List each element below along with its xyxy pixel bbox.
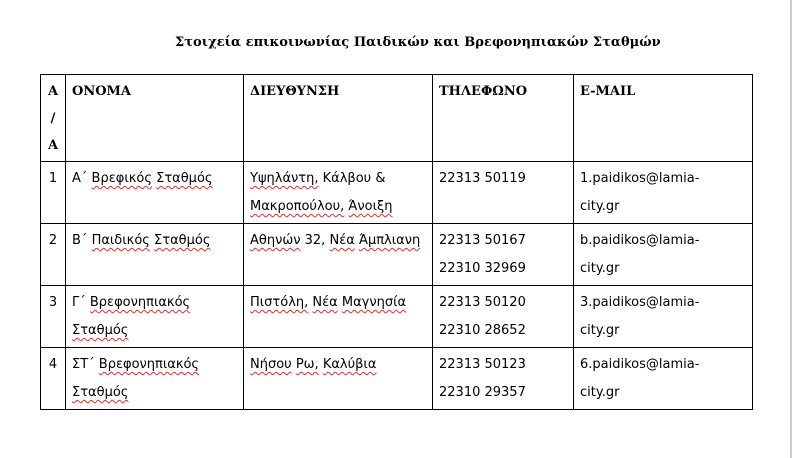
- page-title: Στοιχεία επικοινωνίας Παιδικών και Βρεφονηπιακών Σταθμών: [175, 35, 661, 50]
- word-token: Νέα: [329, 233, 355, 248]
- phone-number: 22313 50123: [439, 357, 526, 372]
- word-token: Σταθμός: [156, 171, 213, 186]
- email-line: city.gr: [580, 323, 620, 338]
- phone-number: 22310 28652: [439, 323, 526, 338]
- word-token: Νήσου: [250, 357, 292, 372]
- header-address: ΔΙΕΥΘΥΝΣΗ: [244, 75, 433, 162]
- word-token: Νέα: [312, 295, 338, 310]
- contacts-table: [40, 74, 753, 410]
- word-token: Βρεφικός: [91, 171, 152, 186]
- row-address: Υψηλάντη, Κάλβου & Μακροπούλου, Άνοιξη: [244, 162, 433, 224]
- row-number: 1: [41, 162, 66, 224]
- header-phone: ΤΗΛΕΦΩΝΟ: [433, 75, 574, 162]
- row-number: 2: [41, 224, 66, 286]
- row-email: [574, 348, 753, 410]
- header-aa-part: Α: [47, 84, 59, 99]
- word-token: Μαγνησία: [341, 295, 407, 310]
- header-aa: [41, 75, 66, 162]
- email-line: city.gr: [580, 261, 620, 276]
- phone-number: 22310 32969: [439, 261, 526, 276]
- email-line: 3.paidikos@lamia-: [580, 295, 700, 310]
- email-line: 1.paidikos@lamia-: [580, 171, 700, 186]
- row-address: [244, 286, 433, 348]
- email-line: city.gr: [580, 199, 620, 214]
- table-header-row: [41, 75, 753, 162]
- header-aa-part: /: [50, 111, 56, 126]
- row-email: [574, 162, 753, 224]
- phone-number: 22313 50120: [439, 295, 526, 310]
- row-phones: [433, 286, 574, 348]
- row-number: 3: [41, 286, 66, 348]
- word-token: Υψηλάντη,: [250, 171, 319, 186]
- row-name: Β΄ Παιδικός Σταθμός: [66, 224, 244, 286]
- row-name: ΣΤ΄ Βρεφονηπιακός Σταθμός: [66, 348, 244, 410]
- word-token: Σταθμός: [72, 385, 129, 400]
- word-token: Βρεφονηπιακός: [98, 357, 200, 372]
- table-row: [41, 224, 753, 286]
- word-token: Παιδικός: [91, 233, 150, 248]
- header-aa-part: Α: [47, 138, 59, 153]
- row-name: Γ΄ Βρεφονηπιακός Σταθμός: [66, 286, 244, 348]
- word-token: Πιστόλη,: [250, 295, 309, 310]
- word-token: Βρεφονηπιακός: [89, 295, 191, 310]
- word-token: Άνοιξη: [348, 199, 393, 214]
- email-line: city.gr: [580, 385, 620, 400]
- row-email: [574, 286, 753, 348]
- phone-number: 22313 50119: [439, 171, 526, 186]
- row-name: Α΄ Βρεφικός Σταθμός: [66, 162, 244, 224]
- word-token: Σταθμός: [154, 233, 211, 248]
- row-address: Αθηνών 32, Νέα Άμπλιανη: [244, 224, 433, 286]
- word-token: Μακροπούλου,: [250, 199, 345, 214]
- header-name: ΟΝΟΜΑ: [66, 75, 244, 162]
- header-email: E-MAIL: [574, 75, 753, 162]
- word-token: Καλύβια: [322, 357, 377, 372]
- row-phones: [433, 224, 574, 286]
- row-address: [244, 348, 433, 410]
- word-token: Άμπλιανη: [358, 233, 421, 248]
- row-phones: [433, 162, 574, 224]
- table-row: [41, 286, 753, 348]
- row-email: [574, 224, 753, 286]
- table-row: [41, 162, 753, 224]
- row-number: 4: [41, 348, 66, 410]
- phone-number: 22310 29357: [439, 385, 526, 400]
- row-phones: [433, 348, 574, 410]
- table-row: [41, 348, 753, 410]
- email-line: b.paidikos@lamia-: [580, 233, 700, 248]
- email-line: 6.paidikos@lamia-: [580, 357, 700, 372]
- word-token: Αθηνών: [250, 233, 301, 248]
- word-token: Σταθμός: [72, 323, 129, 338]
- word-token: Ρω,: [295, 357, 319, 372]
- phone-number: 22313 50167: [439, 233, 526, 248]
